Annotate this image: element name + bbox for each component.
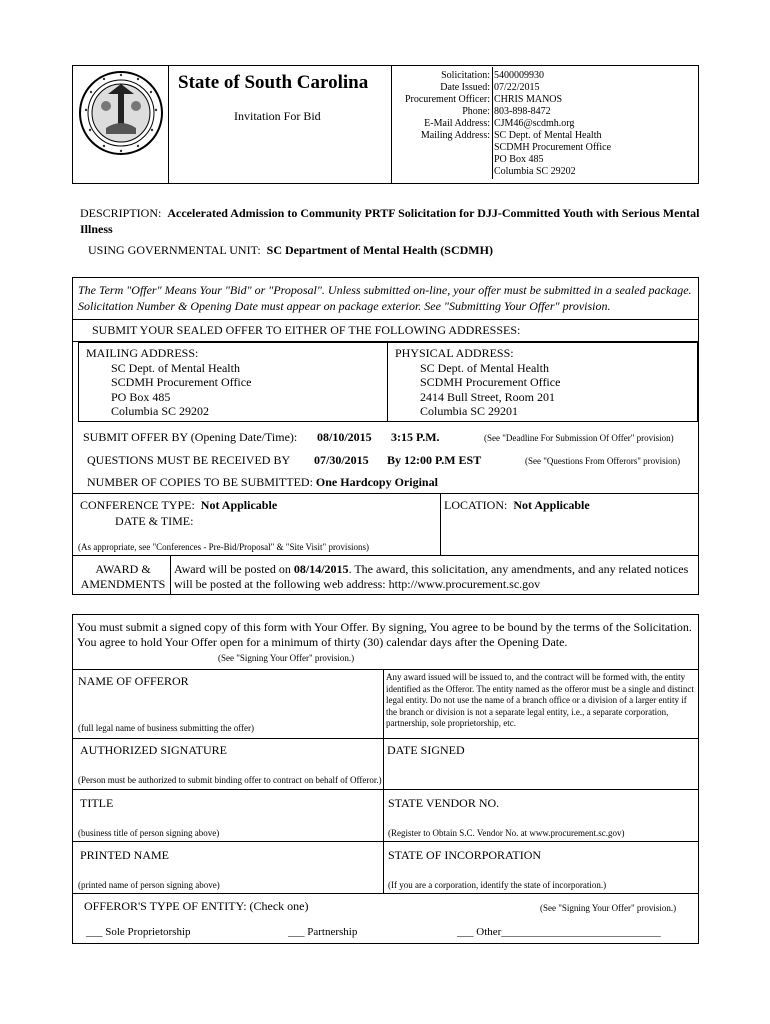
conference-type <box>80 498 277 513</box>
printed-name-note: (printed name of person signing above) <box>78 880 220 890</box>
unit-label: USING GOVERNMENTAL UNIT: <box>88 243 261 257</box>
mailing-line: SCDMH Procurement Office <box>111 375 252 389</box>
date-issued: 07/22/2015 <box>494 82 540 93</box>
questions-time: By 12:00 P.M EST <box>387 453 482 467</box>
submit-time: 3:15 P.M. <box>391 430 440 444</box>
entity-option-other[interactable]: ___ Other_____________________________ <box>457 926 661 938</box>
procurement-officer-label: Procurement Officer: <box>404 94 490 105</box>
mailing-line: SC Dept. of Mental Health <box>111 360 240 375</box>
info-labels <box>392 70 490 142</box>
name-of-offeror-note: (full legal name of business submitting the offer) <box>78 723 255 733</box>
entity-type-note: (See "Signing Your Offer" provision.) <box>540 903 677 913</box>
mailing-line: SC Dept. of Mental Health <box>494 130 602 141</box>
mailing-line: SCDMH Procurement Office <box>494 142 612 153</box>
conference-label: CONFERENCE TYPE: <box>80 498 195 512</box>
date-signed-label: DATE SIGNED <box>387 743 465 757</box>
email-address[interactable]: CJM46@scdmh.org <box>494 118 575 129</box>
document-subtitle: Invitation For Bid <box>234 109 321 123</box>
date-issued-label: Date Issued: <box>440 82 490 93</box>
physical-line: SCDMH Procurement Office <box>420 375 561 389</box>
physical-line: SC Dept. of Mental Health <box>420 360 549 375</box>
procurement-officer: CHRIS MANOS <box>494 94 563 105</box>
award-date: 08/14/2015 <box>293 562 349 576</box>
state-title: State of South Carolina <box>178 72 369 93</box>
entity-option-sole-proprietorship[interactable]: ___ Sole Proprietorship <box>86 926 191 938</box>
award-label: AWARD & AMENDMENTS <box>80 562 166 591</box>
governmental-unit <box>88 243 493 258</box>
copies <box>87 475 438 490</box>
authorized-signature-label: AUTHORIZED SIGNATURE <box>80 743 227 757</box>
authorized-signature-note: (Person must be authorized to submit binding offer to contract on behalf of Offeror.) <box>78 775 382 785</box>
copies-label: NUMBER OF COPIES TO BE SUBMITTED: <box>87 475 313 489</box>
questions-date: 07/30/2015 <box>314 453 369 467</box>
phone-number: 803-898-8472 <box>494 106 551 117</box>
unit-value: SC Department of Mental Health (SCDMH) <box>266 243 493 257</box>
date-time-label: DATE & TIME: <box>115 514 194 528</box>
award-text: Award will be posted on 08/14/2015. The award, this solicitation, any amendments, and any related notices will be posted at the following web address: http://www.procurement.sc.gov <box>174 562 689 591</box>
questions-label: QUESTIONS MUST BE RECEIVED BY <box>87 453 291 467</box>
submit-by-label: SUBMIT OFFER BY (Opening Date/Time): <box>83 430 298 444</box>
submit-heading: SUBMIT YOUR SEALED OFFER TO EITHER OF THE FOLLOWING ADDRESSES: <box>92 323 521 337</box>
physical-line: 2414 Bull Street, Room 201 <box>420 389 555 404</box>
award-issue-text: Any award issued will be issued to, and the contract will be formed with, the entity identified as the Offeror. The entity named as the offeror must be a single and distinct legal entity. Do not use the name of a branch office or a division of a larger entity if the branch or division is not a separate legal entity, i.e., a separate corporation, partnership, sole proprietorship, etc. <box>386 672 694 728</box>
phone-label: Phone: <box>462 106 490 117</box>
signing-intro-note: (See "Signing Your Offer" provision.) <box>218 653 355 663</box>
title-note: (business title of person signing above) <box>78 828 220 838</box>
mailing-line: PO Box 485 <box>111 389 171 404</box>
state-incorporation-note: (If you are a corporation, identify the state of incorporation.) <box>388 880 607 890</box>
mailing-line: Columbia SC 29202 <box>111 404 210 418</box>
mailing-line: Columbia SC 29202 <box>494 166 576 177</box>
mailing-line: PO Box 485 <box>494 154 544 165</box>
physical-address-block <box>395 346 560 419</box>
location <box>444 498 590 513</box>
name-of-offeror-label: NAME OF OFFEROR <box>78 674 189 688</box>
submit-note: (See "Deadline For Submission Of Offer" provision) <box>484 433 674 443</box>
state-incorporation-label: STATE OF INCORPORATION <box>388 848 542 862</box>
submit-date: 08/10/2015 <box>317 430 372 444</box>
info-values <box>494 70 611 178</box>
solicitation-label: Solicitation: <box>441 70 490 81</box>
mailing-address-block <box>86 346 251 419</box>
state-seal <box>78 70 164 156</box>
conference-note: (As appropriate, see "Conferences - Pre-Bid/Proposal" & "Site Visit" provisions) <box>78 542 369 552</box>
description-text: Accelerated Admission to Community PRTF Solicitation for DJJ-Committed Youth with Serious Mental Illness <box>80 206 700 236</box>
location-value: Not Applicable <box>513 498 590 512</box>
physical-address-label: PHYSICAL ADDRESS: <box>395 346 514 360</box>
state-vendor-label: STATE VENDOR NO. <box>388 796 500 810</box>
mailing-address-label: MAILING ADDRESS: <box>86 346 199 360</box>
entity-option-partnership[interactable]: ___ Partnership <box>288 926 358 938</box>
questions-note: (See "Questions From Offerors" provision) <box>525 456 681 466</box>
signing-intro: You must submit a signed copy of this form with Your Offer. By signing, You agree to be bound by the terms of the Solicitation. You agree to hold Your Offer open for a minimum of thirty (30) calendar days after the Opening Date. <box>77 620 692 649</box>
entity-type-label: OFFEROR'S TYPE OF ENTITY: (Check one) <box>84 899 309 913</box>
state-vendor-note: (Register to Obtain S.C. Vendor No. at www.procurement.sc.gov) <box>388 828 625 838</box>
printed-name-label: PRINTED NAME <box>80 848 169 862</box>
solicitation-number: 5400009930 <box>494 70 544 81</box>
physical-line: Columbia SC 29201 <box>420 404 519 418</box>
offer-term-note: The Term "Offer" Means Your "Bid" or "Proposal". Unless submitted on-line, your offer must be submitted in a sealed package. Solicitation Number & Opening Date must appear on package exterior. See "Submitting Your Offer" provision. <box>78 283 692 313</box>
title-label: TITLE <box>80 796 114 810</box>
location-label: LOCATION: <box>444 498 508 512</box>
description <box>80 205 700 237</box>
copies-value: One Hardcopy Original <box>315 475 438 489</box>
mailing-address-label: Mailing Address: <box>420 130 490 141</box>
conference-value: Not Applicable <box>200 498 278 512</box>
description-label: DESCRIPTION: <box>80 206 162 220</box>
email-label: E-Mail Address: <box>424 118 490 129</box>
